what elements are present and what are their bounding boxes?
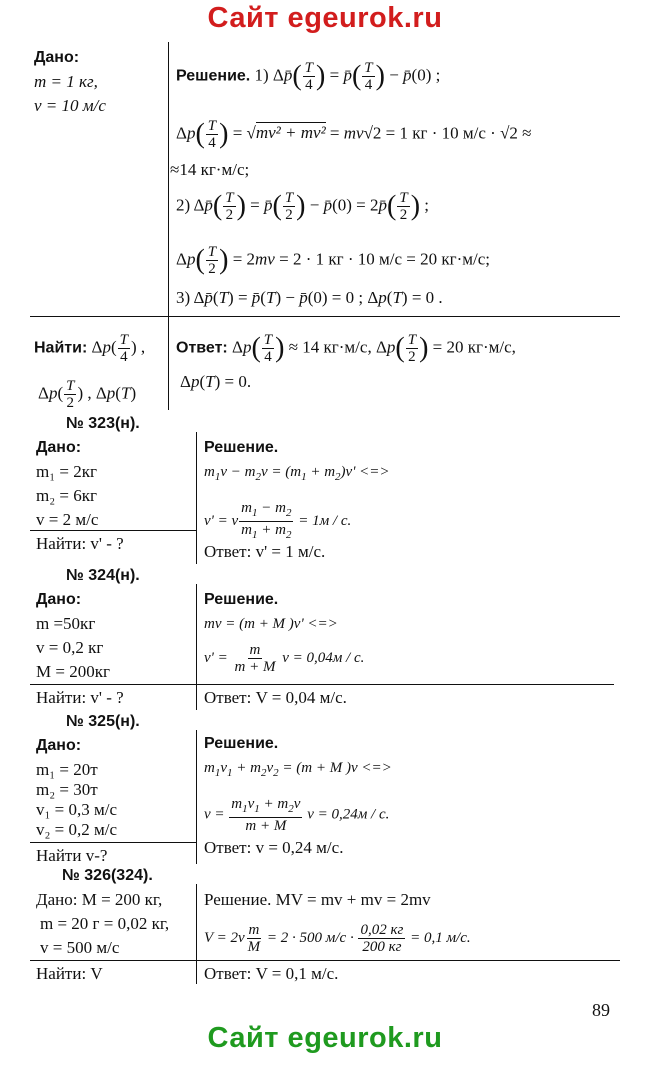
- p325-divider-vertical: [196, 730, 197, 864]
- p1-solution-line2: Δp( $\frac{T}{4}$ ) = √mv² + mv² = mv√2 = 1 кг · 10 м/с · √2 ≈: [176, 118, 532, 151]
- p1-given-v: v = 10 м/с: [34, 96, 106, 115]
- p324-solution-label: Решение.: [204, 591, 279, 608]
- p1-find: Найти: Δp( $\frac{T}{4}$ ) ,: [34, 332, 146, 365]
- p324-given-v: v = 0,2 кг: [36, 638, 104, 657]
- p326-given-m: m = 20 г = 0,02 кг,: [40, 914, 170, 933]
- p323-answer: Ответ: v' = 1 м/с.: [204, 542, 326, 561]
- site-header: Сайт egeurok.ru: [207, 2, 443, 34]
- p1-given-m: m = 1 кг,: [34, 72, 98, 91]
- p324-find: Найти: v' - ?: [36, 688, 124, 707]
- p325-given-label: Дано:: [36, 737, 82, 754]
- p325-find: Найти v-?: [36, 846, 108, 865]
- p323-given-v: v = 2 м/с: [36, 510, 99, 529]
- p325-divider-horizontal: [30, 842, 196, 843]
- p326-solution-eq: V = 2v $\frac{m}{M}$ = 2 · 500 м/с · $\frac{0,02 кг}{200 кг}$ = 0,1 м/с.: [204, 922, 471, 955]
- p323-solution-eq2: v' = v $\frac{m_1 - m_2}{m_1 + m_2}$ = 1м / с.: [204, 500, 352, 541]
- p324-answer: Ответ: V = 0,04 м/с.: [204, 688, 347, 707]
- p325-title: № 325(н).: [66, 713, 140, 730]
- p324-divider-horizontal: [30, 684, 614, 685]
- p324-solution-eq2: v' = $\frac{m}{m + M}$ v = 0,04м / с.: [204, 642, 365, 675]
- site-footer: Сайт egeurok.ru: [207, 1022, 443, 1054]
- p1-answer-2: Δp(T) = 0.: [180, 372, 252, 391]
- p323-divider-horizontal: [30, 530, 196, 531]
- p1-find-2: Δp( $\frac{T}{2}$ ) , Δp(T): [38, 378, 137, 411]
- p326-find: Найти: V: [36, 964, 103, 983]
- p324-given-label: Дано:: [36, 591, 82, 608]
- p325-given-m1: m₁ = 20т: [36, 760, 98, 779]
- p324-divider-vertical: [196, 584, 197, 710]
- page-number: 89: [592, 1000, 610, 1020]
- p325-solution-eq2: v = $\frac{m_1v_1 + m_2v}{m + M}$ v = 0,24м / с.: [204, 796, 390, 834]
- p324-solution-eq1: mv = (m + M )v' <=>: [204, 616, 338, 632]
- p326-given-v: v = 500 м/с: [40, 938, 120, 957]
- p323-title: № 323(н).: [66, 415, 140, 432]
- p326-answer: Ответ: V = 0,1 м/с.: [204, 964, 339, 983]
- p323-given-label: Дано:: [36, 439, 82, 456]
- p324-given-m: m =50кг: [36, 614, 96, 633]
- p1-solution-line1: Решение. 1) Δp̄( $\frac{T}{4}$ ) = p̄( $\frac{T}{4}$ ) − p̄(0) ;: [176, 60, 441, 93]
- p326-title: № 326(324).: [62, 867, 153, 884]
- p325-given-v1: v₁ = 0,3 м/с: [36, 800, 118, 819]
- p326-solution: Решение. MV = mv + mv = 2mv: [204, 890, 431, 909]
- p323-divider-vertical: [196, 432, 197, 564]
- p323-find: Найти: v' - ?: [36, 534, 124, 553]
- p1-solution-line3: ≈14 кг·м/с;: [170, 160, 250, 179]
- p325-solution-eq1: $m_1v_1 + m_2v_2 = (m + M$ )v <=>: [204, 760, 392, 779]
- p326-divider-horizontal: [30, 960, 620, 961]
- p324-title: № 324(н).: [66, 567, 140, 584]
- p1-solution-line4: 2) Δp̄( $\frac{T}{2}$ ) = p̄( $\frac{T}{2}$ ) − p̄(0) = 2p̄( $\frac{T}{2}$ ) ;: [176, 190, 429, 223]
- p323-given-m1: m₁ = 2кг: [36, 462, 97, 481]
- p1-solution-line6: 3) Δp̄(T) = p̄(T) − p̄(0) = 0 ; Δp(T) = 0 .: [176, 288, 443, 307]
- p326-given-M: Дано: M = 200 кг,: [36, 890, 163, 909]
- p325-solution-label: Решение.: [204, 735, 279, 752]
- p1-divider-vertical: [168, 42, 169, 410]
- p1-given-label: Дано:: [34, 49, 80, 66]
- p325-given-v2: v₂ = 0,2 м/с: [36, 820, 118, 839]
- p325-answer: Ответ: v = 0,24 м/с.: [204, 838, 344, 857]
- p1-solution-line5: Δp( $\frac{T}{2}$ ) = 2mv = 2 · 1 кг · 10 м/с = 20 кг·м/с;: [176, 244, 491, 277]
- p1-answer: Ответ: Δp( $\frac{T}{4}$ ) ≈ 14 кг·м/с, Δp( $\frac{T}{2}$ ) = 20 кг·м/с,: [176, 332, 516, 365]
- p326-divider-vertical: [196, 884, 197, 984]
- p323-solution-label: Решение.: [204, 439, 279, 456]
- p1-divider-horizontal: [30, 316, 620, 317]
- p325-given-m2: m₂ = 30т: [36, 780, 98, 799]
- p324-given-M: M = 200кг: [36, 662, 110, 681]
- p323-solution-eq1: $m_1v - m_2v = (m_1 + m_2)v'$ <=>: [204, 464, 390, 483]
- p323-given-m2: m₂ = 6кг: [36, 486, 97, 505]
